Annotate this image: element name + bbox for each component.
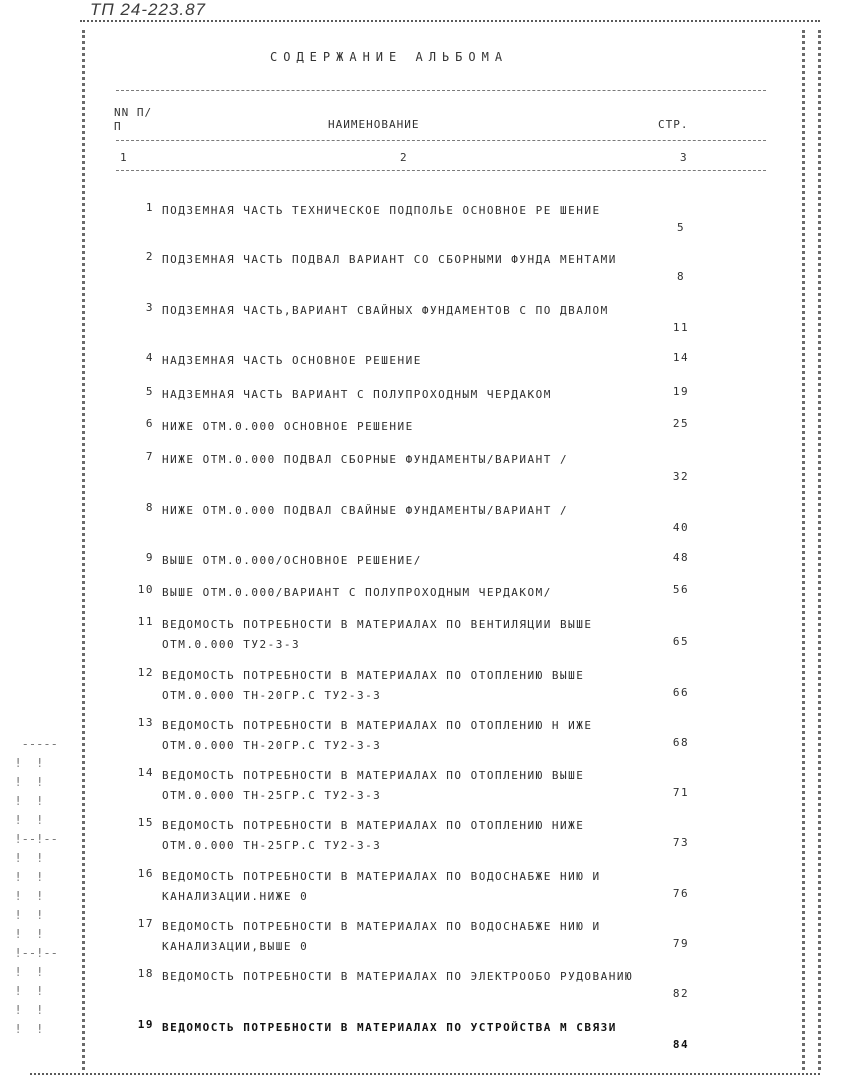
header-rule <box>116 140 766 141</box>
right-border-outer <box>818 30 821 1070</box>
index-col-2: 2 <box>400 151 408 164</box>
scanned-document-page: ТП 24-223.87 ----- ! ! ! ! ! ! ! ! !--!-- ! ! ! ! ! ! ! ! ! ! !--!-- ! ! ! ! ! ! ! ! СОДЕРЖАНИЕ АЛЬБОМА NN П/П НАИМЕНОВАНИЕ СТР. 1 2 3 1 ПОДЗЕМНАЯ ЧАСТЬ ТЕХНИЧЕСКОЕ ПОДПОЛЬЕ ОСНОВНОЕ РЕ ШЕНИЕ 5 2 ПОДЗЕМНАЯ ЧАСТЬ ПОДВАЛ ВАРИАНТ СО СБОРНЫМИ ФУНДА МЕНТАМИ 8 3 ПОДЗЕМНАЯ ЧАСТЬ,ВАРИАНТ СВАЙНЫХ ФУНДАМЕНТОВ С ПО ДВАЛОМ 11 4 НАДЗЕМНАЯ ЧАСТЬ ОСНОВНОЕ РЕШЕНИЕ 14 5 НАДЗЕМНАЯ ЧАСТЬ ВАРИАНТ С ПОЛУПРОХОДНЫМ ЧЕРДАКОМ 19 6 НИЖЕ ОТМ.0.000 ОСНОВНОЕ РЕШЕНИЕ 25 7 НИЖЕ ОТМ.0.000 ПОДВАЛ СБОРНЫЕ ФУНДАМЕНТЫ/ВАРИАНТ / 32 8 НИЖЕ ОТМ.0.000 ПОДВАЛ СВАЙНЫЕ ФУНДАМЕНТЫ/ВАРИАНТ / 40 9 ВЫШЕ ОТМ.0.000/ОСНОВНОЕ РЕШЕНИЕ/ 48 10 ВЫШЕ ОТМ.0.000/ВАРИАНТ С ПОЛУПРОХОДНЫМ ЧЕРДАКОМ/ 56 11 ВЕДОМОСТЬ ПОТРЕБНОСТИ В МАТЕРИАЛАХ ПО ВЕНТИЛЯЦИИ ВЫШЕ ОТМ.0.000 ТУ2-3-3 65 12 ВЕДОМОСТЬ ПОТРЕБНОСТИ В МАТЕРИАЛАХ ПО ОТОПЛЕНИЮ ВЫШЕ ОТМ.0.000 ТН-20ГР.С ТУ2-3-3 66 13 ВЕДОМОСТЬ ПОТРЕБНОСТИ В МАТЕРИАЛАХ ПО ОТОПЛЕНИЮ Н ИЖЕ ОТМ.0.000 ТН-20ГР.С ТУ2-3-3 68 14 ВЕДОМОСТЬ ПОТРЕБНОСТИ В МАТЕРИАЛАХ ПО ОТОПЛЕНИЮ ВЫШЕ ОТМ.0.000 ТН-25ГР.С ТУ2-3-3 71 15 ВЕДОМОСТЬ ПОТРЕБНОСТИ В МАТЕРИАЛАХ ПО ОТОПЛЕНИЮ НИЖЕ ОТМ.0.000 ТН-25ГР.С ТУ2-3-3 73 16 ВЕДОМОСТЬ ПОТРЕБНОСТИ В МАТЕРИАЛАХ ПО ВОДОСНАБЖЕ НИЮ И КАНАЛИЗАЦИИ.НИЖЕ 0 76 17 ВЕДОМОСТЬ ПОТРЕБНОСТИ В МАТЕРИАЛАХ ПО ВОДОСНАБЖЕ НИЮ И КАНАЛИЗАЦИИ,ВЫШЕ 0 79 18 ВЕДОМОСТЬ ПОТРЕБНОСТИ В МАТЕРИАЛАХ ПО ЭЛЕКТРООБО РУДОВАНИЮ 82 19 ВЕДОМОСТЬ ПОТРЕБНОСТИ В МАТЕРИАЛАХ ПО УСТРОЙСТВА М СВЯЗИ 84 <box>0 0 848 1083</box>
index-col-3: 3 <box>680 151 688 164</box>
left-margin-fragment: ----- ! ! ! ! ! ! ! ! !--!-- ! ! ! ! ! ! ! ! ! ! !--!-- ! ! ! ! ! ! ! ! <box>0 737 58 1036</box>
table-top-rule <box>116 90 766 91</box>
bottom-border <box>30 1073 820 1075</box>
document-code: ТП 24-223.87 <box>90 0 206 19</box>
column-name-header: НАИМЕНОВАНИЕ <box>328 118 420 131</box>
left-border <box>82 30 85 1070</box>
document-title: СОДЕРЖАНИЕ АЛЬБОМА <box>270 50 509 64</box>
right-border <box>802 30 805 1070</box>
column-number-header: NN П/П <box>114 106 153 133</box>
top-border <box>80 20 820 22</box>
index-rule <box>116 170 766 171</box>
index-col-1: 1 <box>120 151 128 164</box>
column-page-header: СТР. <box>658 118 689 131</box>
